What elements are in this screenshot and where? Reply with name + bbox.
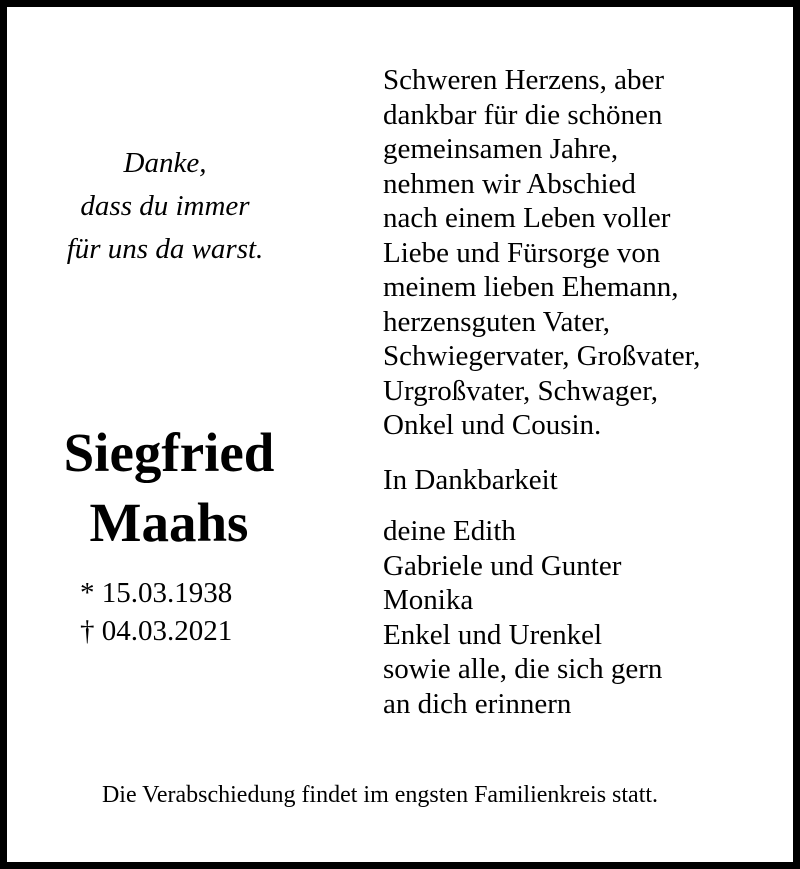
mourner-line: deine Edith	[383, 515, 516, 547]
funeral-note: Die Verabschiedung findet im engsten Familienkreis statt.	[101, 782, 659, 808]
life-dates	[80, 574, 232, 650]
last-name: Maahs	[89, 492, 249, 553]
first-name: Siegfried	[63, 422, 275, 483]
message-column	[383, 63, 783, 721]
message-line: meinem lieben Ehemann,	[383, 271, 679, 303]
message-line: Schwiegervater, Großvater,	[383, 340, 701, 372]
mourner-line: Gabriele und Gunter	[383, 549, 622, 582]
mourners-list	[383, 514, 783, 721]
mourner-line: Monika	[383, 584, 474, 616]
message-line: Urgroßvater, Schwager,	[383, 374, 658, 407]
mourner-line: an dich erinnern	[383, 687, 572, 720]
message-line: dankbar für die schönen	[383, 98, 663, 131]
message-line: gemeinsamen Jahre,	[383, 133, 619, 165]
motto-line: für uns da warst.	[66, 233, 264, 265]
motto-line: dass du immer	[80, 190, 250, 222]
birth-date: * 15.03.1938	[80, 577, 233, 609]
mourner-line: Enkel und Urenkel	[383, 618, 603, 651]
message-line: herzensguten Vater,	[383, 305, 610, 338]
motto-line: Danke,	[123, 147, 207, 179]
message-line: Onkel und Cousin.	[383, 409, 602, 441]
message-line: Schweren Herzens, aber	[383, 64, 664, 96]
death-date: † 04.03.2021	[80, 615, 233, 647]
mourner-line: sowie alle, die sich gern	[383, 653, 663, 685]
farewell-message	[383, 63, 783, 443]
closing-text: In Dankbarkeit	[383, 463, 558, 496]
message-line: nehmen wir Abschied	[383, 167, 636, 200]
message-line: Liebe und Fürsorge von	[383, 236, 661, 269]
message-line: nach einem Leben voller	[383, 202, 671, 234]
motto-quote	[20, 142, 310, 271]
deceased-name	[20, 418, 318, 558]
